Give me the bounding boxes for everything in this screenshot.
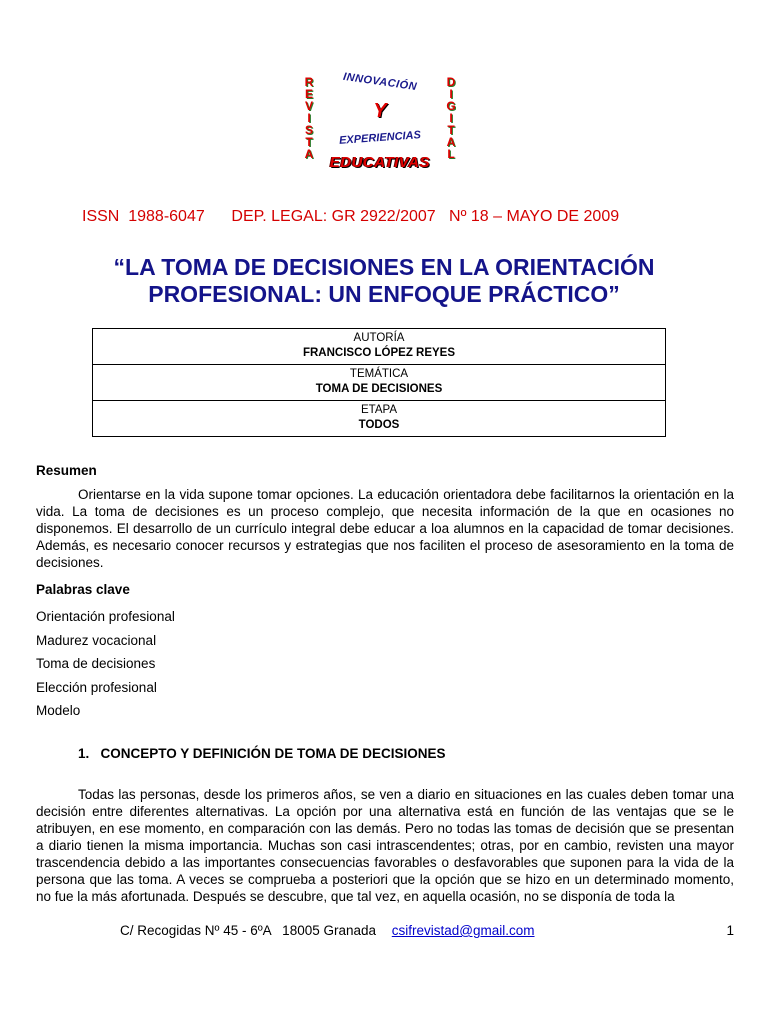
dep-legal-text: DEP. LEGAL: GR 2922/2007 bbox=[231, 208, 436, 225]
keyword-item: Modelo bbox=[36, 703, 81, 718]
keywords-list bbox=[36, 605, 175, 723]
logo-column-letter: I bbox=[449, 87, 453, 101]
logo-top-text: INNOVACIÓN bbox=[342, 70, 418, 94]
footer-email-link[interactable]: csifrevistad@gmail.com bbox=[391, 923, 535, 938]
article-title bbox=[60, 254, 708, 308]
title-line-2: PROFESIONAL: UN ENFOQUE PRÁCTICO” bbox=[148, 281, 620, 307]
logo-column-letter: S bbox=[304, 123, 313, 137]
magazine-logo bbox=[290, 70, 470, 182]
keyword-item: Elección profesional bbox=[36, 679, 157, 695]
logo-bottom-text: EDUCATIVAS bbox=[329, 154, 431, 171]
section-1-heading: 1. CONCEPTO Y DEFINICIÓN DE TOMA DE DECISIONES bbox=[78, 746, 446, 761]
page-number: 1 bbox=[726, 923, 734, 938]
section-1-text: Todas las personas, desde los primeros años, se ven a diario en situaciones en las cuales deben tomar una decisión entre diferentes alternativas. La opción por una alternativa está en función de las ventajas que se le atribuyen, en ese momento, en comparación con las demás. Pero no todas las tomas de decisión que se presentan a diario tienen la misma importancia. Muchas son casi intrascendentes; otras, por en cambio, revisten una mayor trascendencia debido a las importantes consecuencias favorables o desfavorables que suponen para la vida de la persona que las toma. A veces se comprueba a posteriori que la opción que se hizo en un determinado momento, no fue la más afortunada. Después se descubre, que tal vez, en aquella ocasión, no se disponía de toda la bbox=[36, 787, 734, 904]
meta-label: TEMÁTICA bbox=[349, 368, 409, 380]
meta-row-stage bbox=[93, 401, 666, 437]
logo-left-column bbox=[300, 76, 318, 160]
title-line-1: “LA TOMA DE DECISIONES EN LA ORIENTACIÓN bbox=[113, 254, 655, 280]
meta-value: TOMA DE DECISIONES bbox=[315, 383, 443, 395]
logo-mid-text: EXPERIENCIAS bbox=[338, 129, 422, 147]
logo-column-letter: A bbox=[446, 135, 456, 149]
logo-column-letter: L bbox=[447, 147, 455, 161]
keyword-item: Madurez vocacional bbox=[36, 632, 157, 648]
logo-column-letter: A bbox=[304, 147, 314, 161]
issn-text: ISSN 1988-6047 bbox=[82, 208, 205, 225]
logo-column-letter: T bbox=[447, 123, 455, 137]
resumen-text: Orientarse en la vida supone tomar opciones. La educación orientadora debe facilitarnos la orientación en la vida. La toma de decisiones es un proceso complejo, que necesita información de la que en ocasiones no disponemos. El desarrollo de un currículo integral debe educar a loa alumnos en la capacidad de tomar decisiones. Además, es necesario conocer recursos y estrategias que nos faciliten el proceso de asesoramiento en la toma de decisiones. bbox=[36, 487, 734, 570]
logo-column-letter: G bbox=[446, 99, 456, 113]
meta-row-author bbox=[93, 329, 666, 365]
meta-value: TODOS bbox=[358, 419, 400, 431]
meta-label: AUTORÍA bbox=[353, 332, 405, 344]
logo-y-letter: Y bbox=[373, 100, 387, 122]
keyword-item: Toma de decisiones bbox=[36, 656, 156, 671]
meta-label: ETAPA bbox=[361, 404, 397, 416]
meta-value: FRANCISCO LÓPEZ REYES bbox=[302, 347, 456, 359]
logo-column-letter: V bbox=[304, 99, 313, 113]
logo-column-letter: D bbox=[446, 75, 456, 89]
footer-address: C/ Recogidas Nº 45 - 6ºA 18005 Granada bbox=[120, 923, 377, 938]
logo-column-letter: I bbox=[449, 111, 453, 125]
logo-column-letter: T bbox=[305, 135, 313, 149]
logo-column-letter: R bbox=[304, 75, 314, 89]
issue-text: Nº 18 – MAYO DE 2009 bbox=[449, 208, 620, 225]
keywords-heading: Palabras clave bbox=[36, 582, 130, 597]
logo-right-column bbox=[442, 76, 460, 160]
logo-column-letter: I bbox=[307, 111, 311, 125]
publication-info bbox=[82, 208, 619, 226]
logo-column-letter: E bbox=[304, 87, 313, 101]
page-footer bbox=[120, 923, 734, 938]
meta-row-topic bbox=[93, 365, 666, 401]
article-meta-table bbox=[92, 328, 666, 437]
keyword-item: Orientación profesional bbox=[36, 609, 175, 624]
resumen-heading: Resumen bbox=[36, 463, 97, 478]
